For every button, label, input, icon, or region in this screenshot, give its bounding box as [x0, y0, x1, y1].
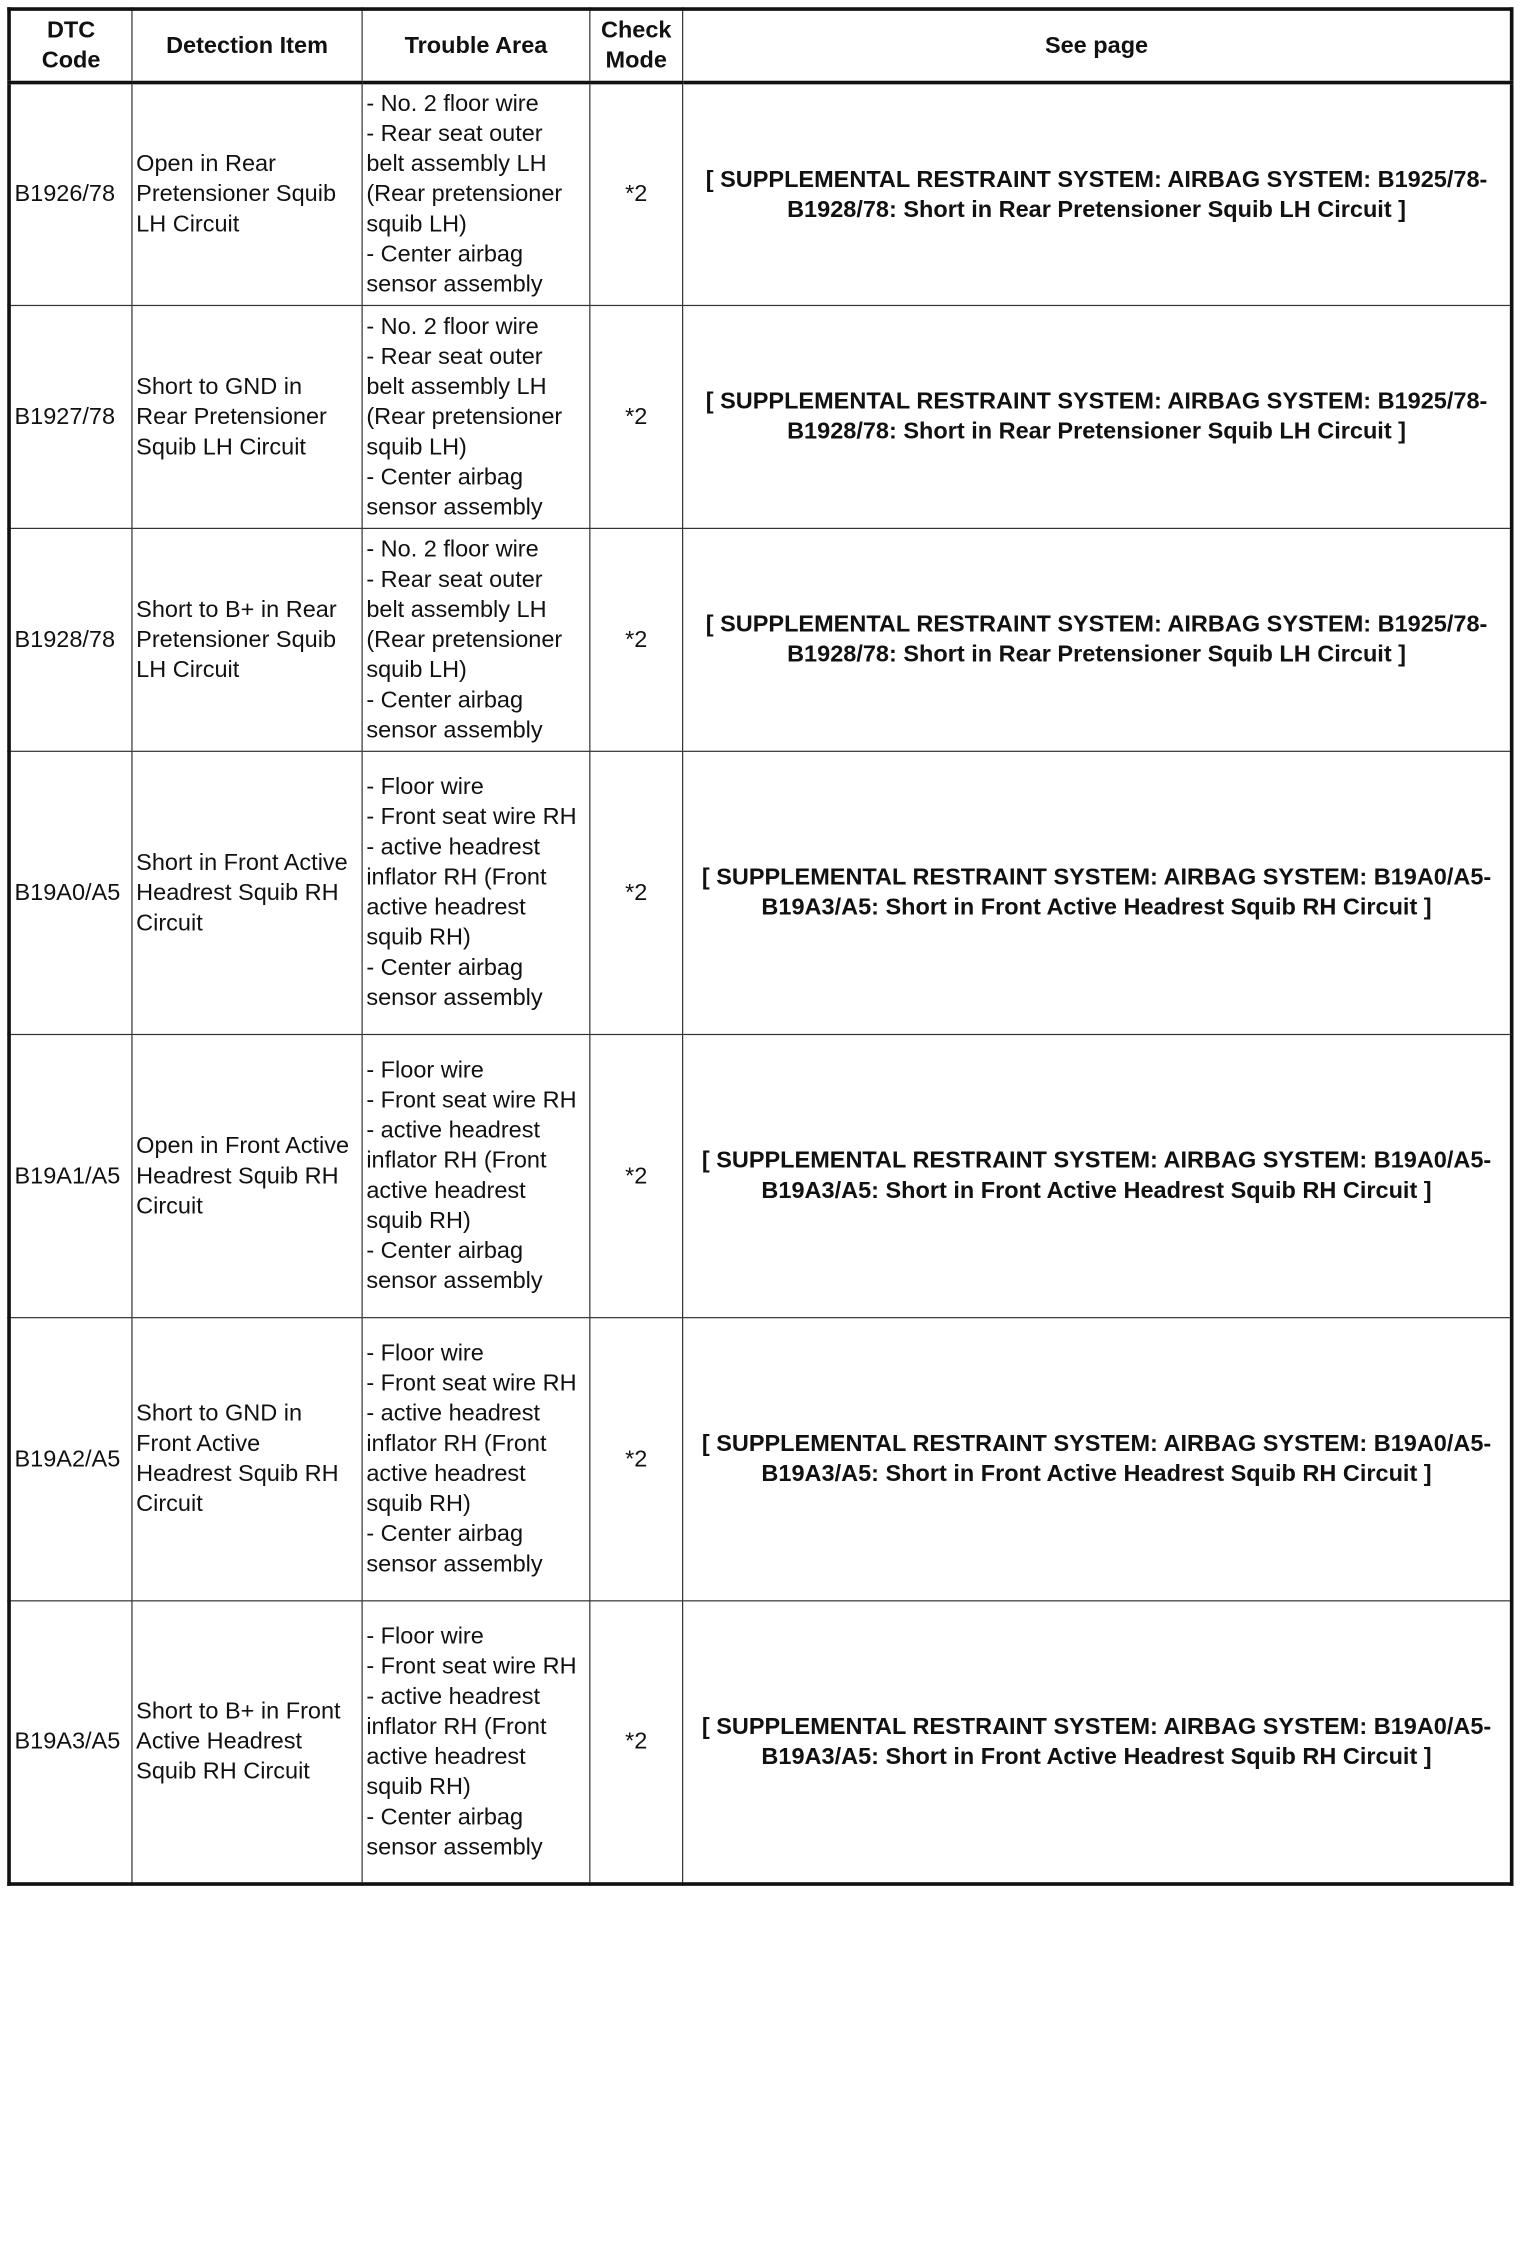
check-mode-cell: *2: [590, 751, 683, 1034]
detection-item-cell: Short to GND in Front Active Headrest Squib RH Circuit: [132, 1318, 362, 1601]
header-dtc-code: DTC Code: [9, 9, 132, 83]
detection-item-cell: Short to GND in Rear Pretensioner Squib LH Circuit: [132, 305, 362, 528]
trouble-area-line: - No. 2 floor wire: [366, 312, 539, 340]
header-row: [9, 9, 1512, 83]
check-mode-cell: *2: [590, 1034, 683, 1317]
detection-item-cell: Short in Front Active Headrest Squib RH Circuit: [132, 751, 362, 1034]
see-page-link[interactable]: [ SUPPLEMENTAL RESTRAINT SYSTEM: AIRBAG SYSTEM: B1925/78-B1928/78: Short in Rear Pretensioner Squib LH Circuit ]: [683, 305, 1512, 528]
table-row: [9, 1601, 1512, 1884]
trouble-area-line: - Floor wire: [366, 1622, 484, 1650]
table-row: [9, 1034, 1512, 1317]
header-detection-item: Detection Item: [132, 9, 362, 83]
dtc-code-cell: B1926/78: [9, 83, 132, 306]
table-row: [9, 83, 1512, 306]
header-trouble-area: Trouble Area: [362, 9, 590, 83]
see-page-link[interactable]: [ SUPPLEMENTAL RESTRAINT SYSTEM: AIRBAG SYSTEM: B19A0/A5-B19A3/A5: Short in Front Active Headrest Squib RH Circuit ]: [683, 1318, 1512, 1601]
trouble-area-line: - No. 2 floor wire: [366, 535, 539, 563]
trouble-area-line: - Center airbag sensor assembly: [366, 954, 543, 1011]
trouble-area-line: - Front seat wire RH: [366, 803, 577, 831]
dtc-code-cell: B1928/78: [9, 528, 132, 751]
trouble-area-cell: [362, 1318, 590, 1601]
dtc-code-cell: B19A0/A5: [9, 751, 132, 1034]
dtc-code-cell: B19A1/A5: [9, 1034, 132, 1317]
trouble-area-line: - Front seat wire RH: [366, 1652, 577, 1680]
trouble-area-line: - active headrest inflator RH (Front active headrest squib RH): [366, 833, 547, 951]
trouble-area-line: - active headrest inflator RH (Front active headrest squib RH): [366, 1400, 547, 1518]
detection-item-cell: Short to B+ in Front Active Headrest Squib RH Circuit: [132, 1601, 362, 1884]
see-page-link[interactable]: [ SUPPLEMENTAL RESTRAINT SYSTEM: AIRBAG SYSTEM: B19A0/A5-B19A3/A5: Short in Front Active Headrest Squib RH Circuit ]: [683, 1601, 1512, 1884]
table-row: [9, 305, 1512, 528]
trouble-area-line: - Center airbag sensor assembly: [366, 686, 543, 743]
trouble-area-line: - Center airbag sensor assembly: [366, 1520, 543, 1578]
table-body: [9, 83, 1512, 1884]
trouble-area-line: - Center airbag sensor assembly: [366, 241, 543, 298]
see-page-link[interactable]: [ SUPPLEMENTAL RESTRAINT SYSTEM: AIRBAG SYSTEM: B1925/78-B1928/78: Short in Rear Pretensioner Squib LH Circuit ]: [683, 83, 1512, 306]
detection-item-cell: Open in Front Active Headrest Squib RH Circuit: [132, 1034, 362, 1317]
dtc-code-cell: B19A3/A5: [9, 1601, 132, 1884]
check-mode-cell: *2: [590, 1601, 683, 1884]
dtc-table: [7, 7, 1513, 1886]
trouble-area-line: - Front seat wire RH: [366, 1370, 577, 1397]
table-row: [9, 1318, 1512, 1601]
see-page-link[interactable]: [ SUPPLEMENTAL RESTRAINT SYSTEM: AIRBAG SYSTEM: B19A0/A5-B19A3/A5: Short in Front Active Headrest Squib RH Circuit ]: [683, 751, 1512, 1034]
check-mode-cell: *2: [590, 305, 683, 528]
trouble-area-cell: [362, 305, 590, 528]
trouble-area-line: - Center airbag sensor assembly: [366, 463, 543, 520]
dtc-code-cell: B1927/78: [9, 305, 132, 528]
trouble-area-line: - Floor wire: [366, 773, 484, 801]
trouble-area-cell: [362, 528, 590, 751]
trouble-area-line: - Center airbag sensor assembly: [366, 1237, 543, 1295]
dtc-code-cell: B19A2/A5: [9, 1318, 132, 1601]
trouble-area-line: - Front seat wire RH: [366, 1086, 577, 1114]
see-page-link[interactable]: [ SUPPLEMENTAL RESTRAINT SYSTEM: AIRBAG SYSTEM: B19A0/A5-B19A3/A5: Short in Front Active Headrest Squib RH Circuit ]: [683, 1034, 1512, 1317]
trouble-area-line: - active headrest inflator RH (Front active headrest squib RH): [366, 1117, 547, 1234]
see-page-link[interactable]: [ SUPPLEMENTAL RESTRAINT SYSTEM: AIRBAG SYSTEM: B1925/78-B1928/78: Short in Rear Pretensioner Squib LH Circuit ]: [683, 528, 1512, 751]
trouble-area-cell: [362, 1601, 590, 1884]
check-mode-cell: *2: [590, 528, 683, 751]
trouble-area-line: - active headrest inflator RH (Front active headrest squib RH): [366, 1682, 547, 1800]
check-mode-cell: *2: [590, 1318, 683, 1601]
trouble-area-line: - No. 2 floor wire: [366, 90, 539, 117]
trouble-area-line: - Rear seat outer belt assembly LH (Rear pretensioner squib LH): [366, 342, 563, 460]
table-row: [9, 528, 1512, 751]
table-row: [9, 751, 1512, 1034]
trouble-area-line: - Floor wire: [366, 1339, 484, 1367]
detection-item-cell: Short to B+ in Rear Pretensioner Squib LH Circuit: [132, 528, 362, 751]
trouble-area-cell: [362, 751, 590, 1034]
header-see-page: See page: [683, 9, 1512, 83]
check-mode-cell: *2: [590, 83, 683, 306]
trouble-area-line: - Floor wire: [366, 1056, 484, 1084]
trouble-area-cell: [362, 1034, 590, 1317]
table-header: [9, 9, 1512, 83]
trouble-area-line: - Rear seat outer belt assembly LH (Rear pretensioner squib LH): [366, 120, 563, 238]
trouble-area-line: - Rear seat outer belt assembly LH (Rear pretensioner squib LH): [366, 565, 563, 683]
header-check-mode: Check Mode: [590, 9, 683, 83]
trouble-area-line: - Center airbag sensor assembly: [366, 1803, 543, 1860]
trouble-area-cell: [362, 83, 590, 306]
detection-item-cell: Open in Rear Pretensioner Squib LH Circuit: [132, 83, 362, 306]
